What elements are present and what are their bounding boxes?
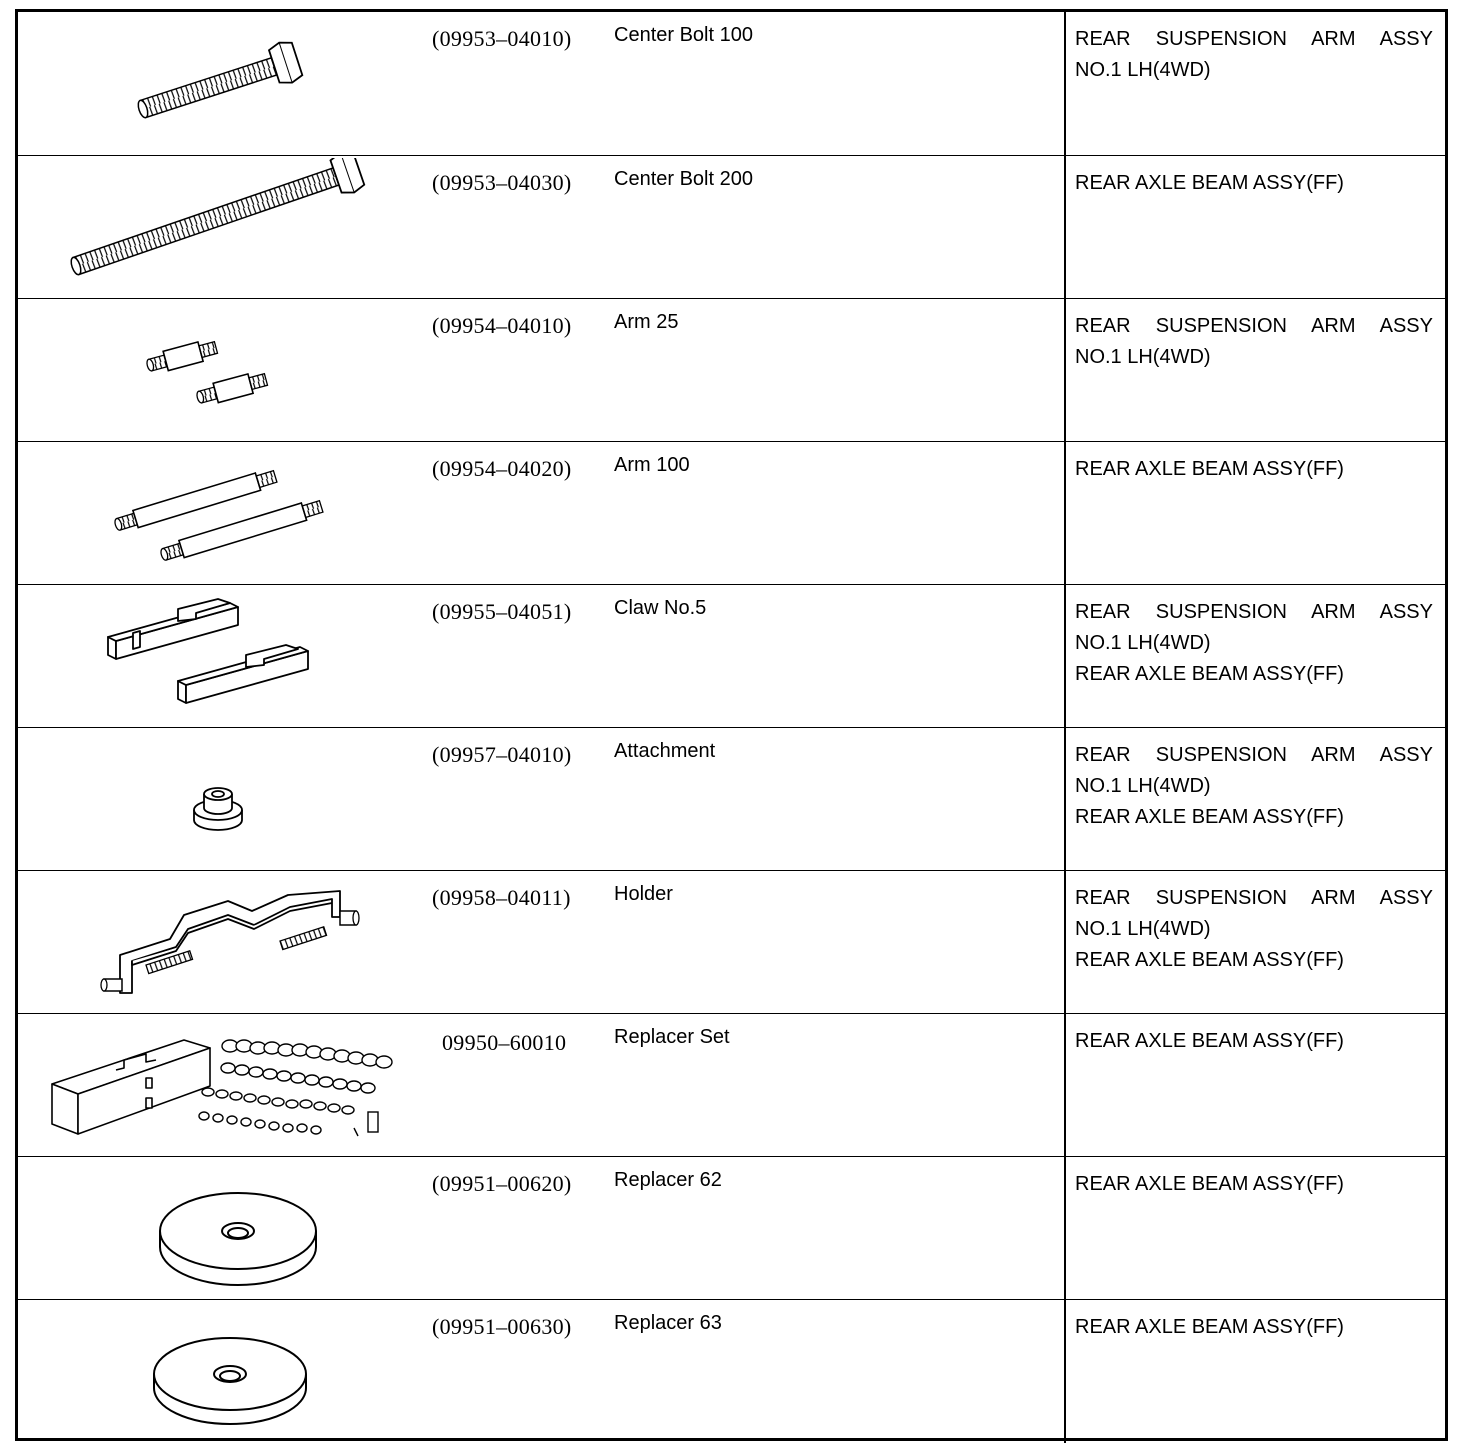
usage-text: REAR SUSPENSION ARM ASSY NO.1 LH(4WD) REAR AXLE BEAM ASSY(FF) — [1075, 744, 1433, 828]
replacer-set-icon — [28, 1016, 418, 1154]
replacer-63-icon — [28, 1302, 418, 1440]
tool-name: Attachment — [614, 740, 716, 762]
table-row — [18, 441, 1445, 585]
table-row — [18, 298, 1445, 442]
tool-name: Arm 25 — [614, 311, 679, 333]
column-divider — [1064, 1157, 1066, 1300]
column-divider — [1064, 299, 1066, 442]
part-number: (09958–04011) — [432, 885, 571, 910]
tool-name: Replacer 63 — [614, 1312, 722, 1334]
tool-name: Arm 100 — [614, 454, 690, 476]
usage-text: REAR AXLE BEAM ASSY(FF) — [1075, 458, 1344, 480]
usage-text: REAR AXLE BEAM ASSY(FF) — [1075, 1316, 1344, 1338]
column-divider — [1064, 442, 1066, 585]
replacer-62-icon — [28, 1159, 418, 1297]
center-bolt-100-icon — [28, 14, 418, 152]
center-bolt-200-icon — [28, 158, 418, 296]
part-number: (09954–04010) — [432, 313, 572, 338]
tool-name: Replacer 62 — [614, 1169, 722, 1191]
column-divider — [1064, 156, 1066, 299]
part-number: (09954–04020) — [432, 456, 572, 481]
table-row — [18, 1299, 1445, 1443]
arm-25-icon — [28, 301, 418, 439]
column-divider — [1064, 871, 1066, 1014]
column-divider — [1064, 1014, 1066, 1157]
table-row — [18, 12, 1445, 155]
usage-text: REAR SUSPENSION ARM ASSY NO.1 LH(4WD) — [1075, 315, 1433, 368]
usage-text: REAR AXLE BEAM ASSY(FF) — [1075, 1173, 1344, 1195]
usage-text: REAR SUSPENSION ARM ASSY NO.1 LH(4WD) REAR AXLE BEAM ASSY(FF) — [1075, 887, 1433, 971]
column-divider — [1064, 1300, 1066, 1443]
part-number: (09951–00620) — [432, 1171, 572, 1196]
column-divider — [1064, 728, 1066, 871]
usage-text: REAR AXLE BEAM ASSY(FF) — [1075, 1030, 1344, 1052]
part-number: (09953–04010) — [432, 26, 572, 51]
table-row — [18, 870, 1445, 1014]
claw-icon — [28, 587, 418, 725]
tool-name: Replacer Set — [614, 1026, 730, 1048]
table-row — [18, 1156, 1445, 1300]
usage-text: REAR SUSPENSION ARM ASSY NO.1 LH(4WD) — [1075, 28, 1433, 81]
table-row — [18, 584, 1445, 728]
arm-100-icon — [28, 444, 418, 582]
table-row — [18, 727, 1445, 871]
column-divider — [1064, 12, 1066, 155]
tool-name: Claw No.5 — [614, 597, 707, 619]
table-row — [18, 155, 1445, 299]
part-number: (09957–04010) — [432, 742, 572, 767]
part-number: 09950–60010 — [442, 1030, 567, 1055]
special-service-tools-table — [15, 9, 1448, 1441]
table-row — [18, 1013, 1445, 1157]
attachment-icon — [28, 730, 418, 868]
holder-icon — [28, 873, 418, 1011]
part-number: (09953–04030) — [432, 170, 572, 195]
tool-name: Center Bolt 100 — [614, 24, 753, 46]
usage-text: REAR AXLE BEAM ASSY(FF) — [1075, 172, 1344, 194]
tool-name: Holder — [614, 883, 673, 905]
part-number: (09955–04051) — [432, 599, 572, 624]
column-divider — [1064, 585, 1066, 728]
tool-name: Center Bolt 200 — [614, 168, 753, 190]
usage-text: REAR SUSPENSION ARM ASSY NO.1 LH(4WD) REAR AXLE BEAM ASSY(FF) — [1075, 601, 1433, 685]
part-number: (09951–00630) — [432, 1314, 572, 1339]
